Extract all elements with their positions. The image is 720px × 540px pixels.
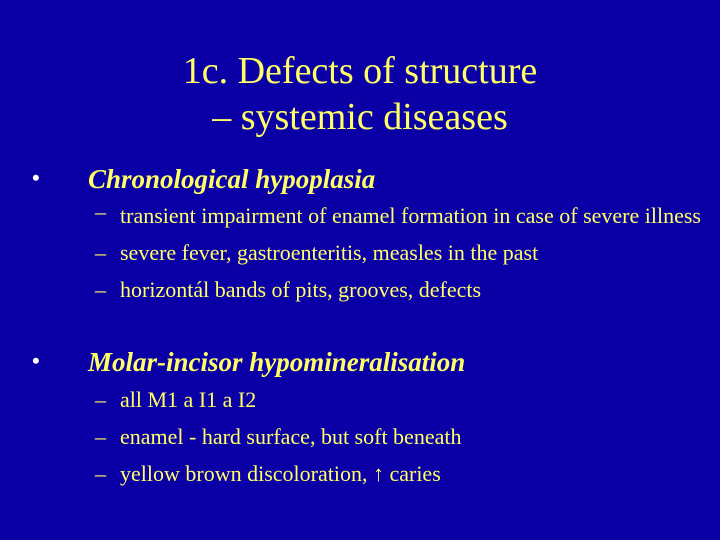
dash-marker: – <box>95 277 106 302</box>
list-item-text: all M1 a I1 a I2 <box>120 387 257 412</box>
bullet-molar-incisor-hypomineralisation <box>28 345 708 378</box>
list-item <box>95 424 715 449</box>
bullet-chronological-hypoplasia <box>28 162 708 195</box>
slide-title <box>0 48 720 140</box>
list-item-text: yellow brown discoloration, ↑ caries <box>120 461 441 486</box>
list-item <box>95 461 715 486</box>
sublist-chronological-hypoplasia <box>95 199 715 317</box>
list-item <box>95 277 715 302</box>
list-item-text: transient impairment of enamel formation in case of severe illness <box>120 203 701 228</box>
list-item-text: enamel - hard surface, but soft beneath <box>120 424 462 449</box>
dash-marker: – <box>95 461 106 486</box>
title-line-2: – systemic diseases <box>212 96 508 138</box>
title-line-1: 1c. Defects of structure <box>182 50 538 92</box>
list-item-text: horizontál bands of pits, grooves, defects <box>120 277 482 302</box>
dash-marker: – <box>95 387 106 412</box>
bullet-marker: • <box>32 348 40 373</box>
dash-marker: – <box>95 240 106 265</box>
sublist-molar-incisor-hypomineralisation <box>95 387 715 501</box>
list-item <box>95 240 715 265</box>
bullet-label: Molar-incisor hypomineralisation <box>88 347 466 377</box>
bullet-label: Chronological hypoplasia <box>88 164 376 194</box>
dash-marker: – <box>95 199 106 224</box>
dash-marker: – <box>95 424 106 449</box>
bullet-marker: • <box>32 165 40 190</box>
list-item <box>95 387 715 412</box>
list-item-text: severe fever, gastroenteritis, measles in the past <box>120 240 539 265</box>
list-item <box>95 199 715 230</box>
